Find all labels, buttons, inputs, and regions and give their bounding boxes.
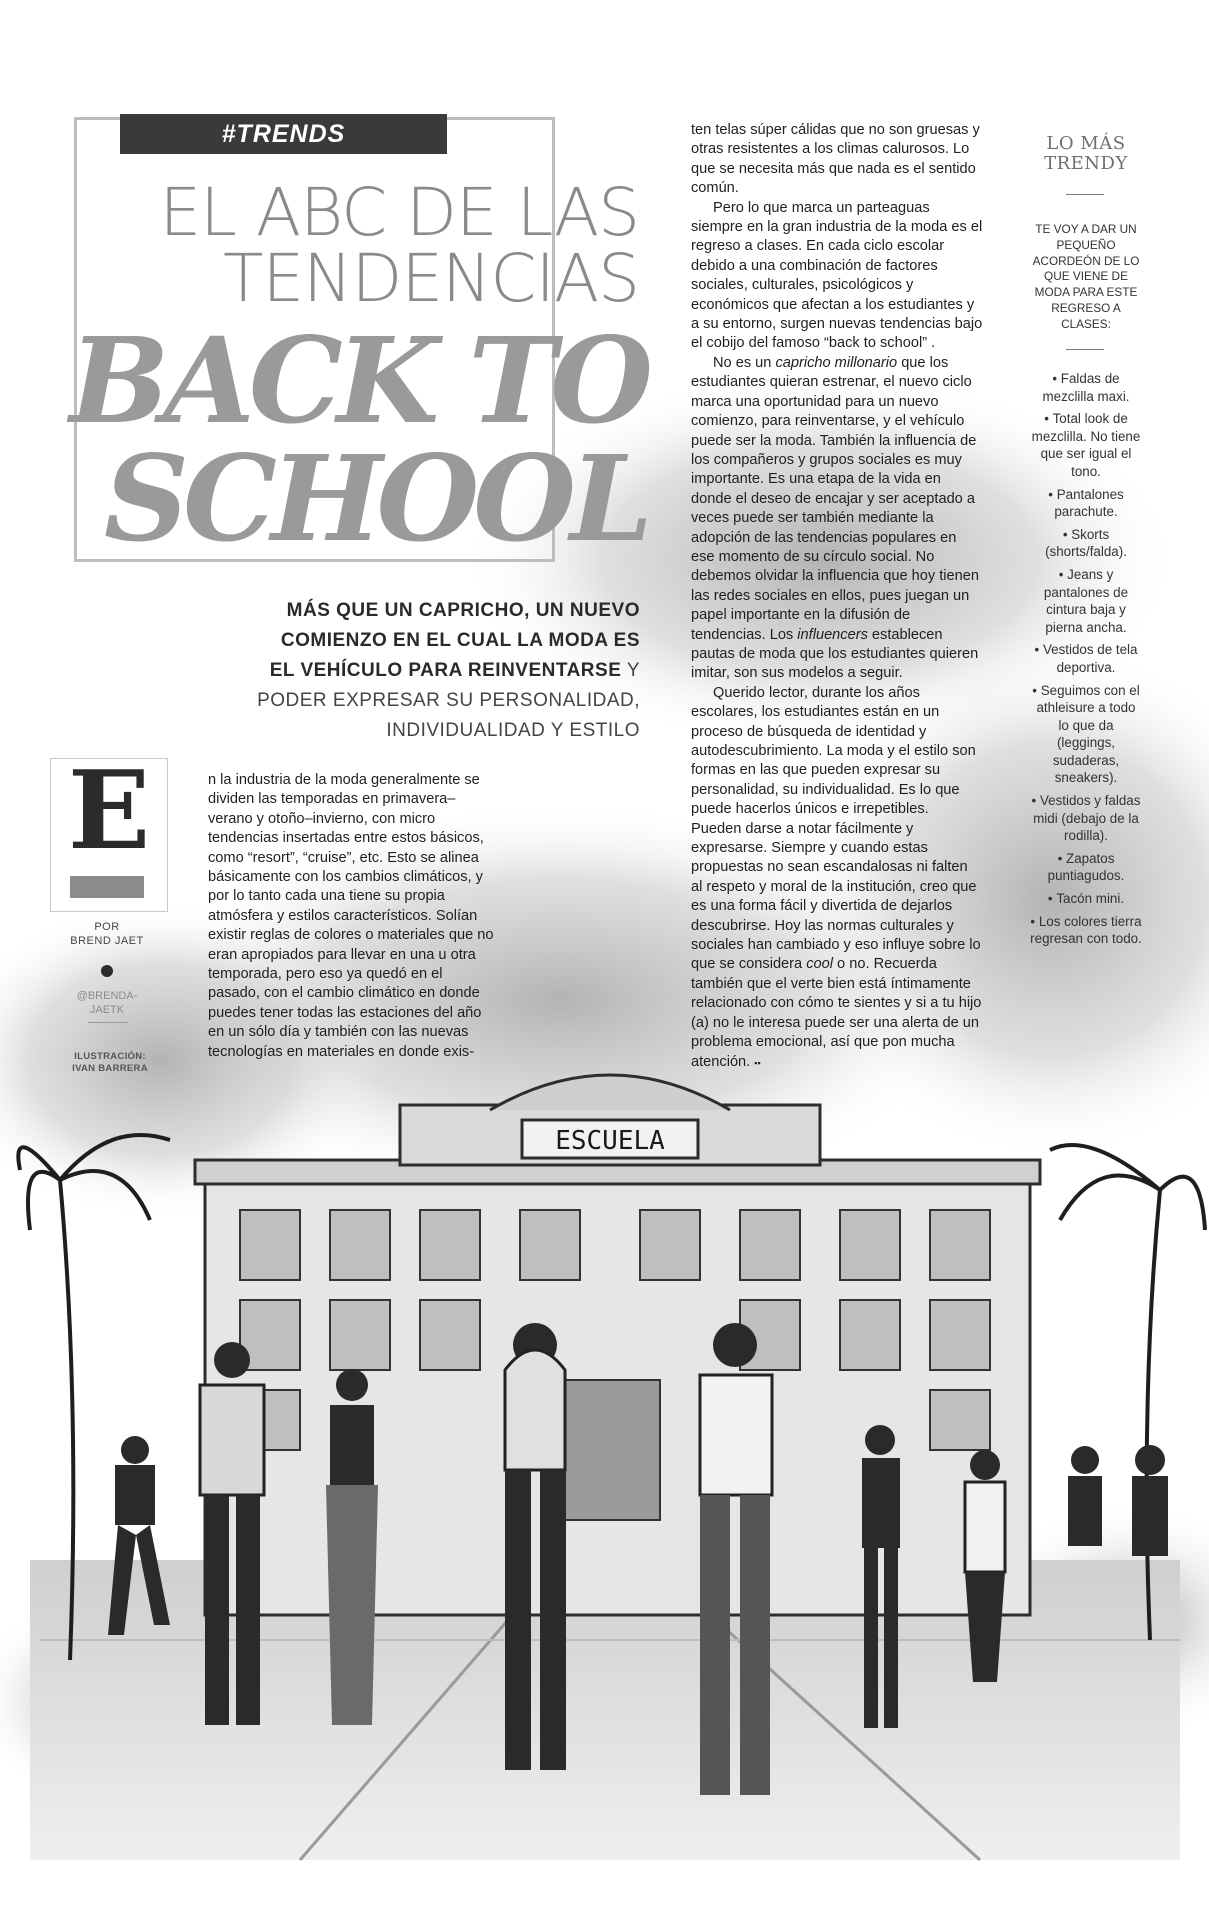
deck-light-3: Y [626, 660, 640, 681]
sidebar-intro: TE VOY A DAR UN PEQUEÑO ACORDEÓN DE LO QUE VIENE DE MODA PARA ESTE REGRESO A CLASES: [1032, 222, 1140, 331]
list-item: • Seguimos con el athleisure a todo lo que da (leggings, sudaderas, sneakers). [1030, 682, 1142, 788]
deck [240, 596, 640, 746]
list-item: • Jeans y pantalones de cintura baja y pierna ancha. [1030, 566, 1142, 636]
byline-author: BREND JAET [70, 935, 144, 947]
text-run-italic: cool [806, 956, 833, 973]
byline-rule [88, 1022, 128, 1023]
credit-label: ILUSTRACIÓN: [74, 1051, 146, 1062]
divider-strip [70, 876, 144, 898]
list-item: • Total look de mezclilla. No tiene que ser igual el tono. [1030, 410, 1142, 480]
body-column-2 [691, 121, 983, 1073]
list-item: • Zapatos puntiagudos. [1030, 850, 1142, 885]
byline-por: POR [94, 921, 120, 933]
text-run-italic: capricho millonario [775, 354, 898, 371]
body-paragraph: ten telas súper cálidas que no son gruesas y otras resistentes a los climas calurosos. Lo que se necesita más que nada es el sentido común. [691, 122, 980, 197]
body-paragraph: n la industria de la moda generalmente se dividen las temporadas en primavera–verano y otoño–invierno, con micro tendencias insertadas entre estos básicos, como “resort”, “cruise”, etc. Esto se alinea básicamente con los cambios climáticos, y por lo tanto cada una tiene su propia atmósfera y estilos característicos. Solían existir reglas de colores o materiales que no eran apropiados para llevar en una u otra temporada, pero eso ya quedó en el pasado, con el cambio climático en donde puedes tener todas las estaciones del año en un sólo día y también con las nuevas tecnologías en materiales en donde exis- [208, 772, 494, 1060]
deck-bold-3: EL VEHÍCULO PARA REINVENTARSE [269, 660, 622, 681]
headline-line-2: TENDENCIAS [223, 240, 639, 317]
body-column-1 [208, 771, 494, 1062]
text-run: que los estudiantes quieran estrenar, el nuevo ciclo marca una oportunidad para un nuevo comienzo, para reinventarse, y el vehículo puede ser la moda. También la influencia de los compañeros y grupos sociales es muy importante. Es una etapa de la vida en donde el deseo de encajar y ser aceptado a veces puede ser también mediante la adopción de las tendencias populares en ese momento de su círculo social. No debemos olvidar la influencia que hoy tienen las redes sociales en ellos, pues juegan un papel importante en la difusión de tendencias. Los [691, 354, 980, 643]
deck-bold-2: COMIENZO EN EL CUAL LA MODA ES [280, 630, 640, 651]
headline-line-4: SCHOOL [103, 429, 647, 568]
bullet-dot [101, 965, 113, 977]
sidebar-title [1038, 134, 1134, 174]
text-run-italic: influencers [797, 626, 868, 643]
body-paragraph: Pero lo que marca un parteaguas siempre en la gran industria de la moda es el regreso a clases. En cada ciclo escolar debido a una combinación de factores sociales, culturales, psicológicos y económicos que afectan a los estudiantes y a su entorno, surgen nuevas tendencias bajo el cobijo del famoso “back to school” . [691, 199, 983, 352]
text-run: Querido lector, durante los años escolares, los estudiantes están en un proceso de búsqueda de identidad y autodescubrimiento. La moda y el estilo son formas en las que pueden expresar su personalidad, su individualidad. Es lo que puede hacerlos únicos e irrepetibles. Pueden darse a notar fácilmente y expresarse. Siempre y cuando estas propuestas no sean escandalosas ni falten al respeto y moral de la institución, creo que es una forma fácil y divertida de dejarlos descubrirse. Hoy las normas culturales y sociales han cambiado y eso influye sobre lo que se considera [691, 684, 981, 973]
headline-line-1: EL ABC DE LAS [159, 174, 639, 251]
author-handle: @BRENDA-JAETK [76, 990, 138, 1016]
text-run: No es un [713, 354, 776, 371]
sidebar-title-1: LO MÁS [1046, 133, 1126, 154]
sidebar-title-2: TRENDY [1044, 153, 1128, 174]
school-sign: ESCUELA [555, 1126, 665, 1156]
deck-bold-1: MÁS QUE UN CAPRICHO, UN NUEVO [286, 600, 640, 621]
list-item: • Vestidos y faldas midi (debajo de la rodilla). [1030, 792, 1142, 845]
list-item: • Pantalones parachute. [1030, 486, 1142, 521]
headline-line-3: BACK TO [69, 311, 647, 450]
sidebar-rule [1066, 194, 1104, 195]
byline [66, 920, 148, 948]
text-run: establecen pautas de moda que los estudiantes quieren imitar, son sus modelos a seguir. [691, 626, 979, 682]
list-item: • Skorts (shorts/falda). [1030, 526, 1142, 561]
section-tag: #TRENDS [120, 114, 447, 154]
body-paragraph [691, 354, 983, 684]
list-item: • Faldas de mezclilla maxi. [1030, 370, 1142, 405]
end-mark: ▪▪ [754, 1057, 761, 1068]
sidebar-rule [1066, 349, 1104, 350]
body-paragraph [691, 684, 983, 1073]
dropcap: E [67, 748, 151, 874]
illustration-credit [64, 1051, 156, 1075]
trend-list [1030, 370, 1142, 953]
list-item: • Los colores tierra regresan con todo. [1030, 913, 1142, 948]
text-run: o no. Recuerda también que el verte bien está íntimamente relacionado con cómo te sientes y si a tu hijo (a) no le interesa puede ser una alerta de un problema emocional, así que pon mucha atención. [691, 956, 982, 1070]
deck-light-4: PODER EXPRESAR SU PERSONALIDAD, [257, 690, 640, 711]
list-item: • Vestidos de tela deportiva. [1030, 641, 1142, 676]
credit-name: IVAN BARRERA [72, 1063, 148, 1074]
deck-light-5: INDIVIDUALIDAD Y ESTILO [386, 720, 640, 741]
list-item: • Tacón mini. [1030, 890, 1142, 908]
